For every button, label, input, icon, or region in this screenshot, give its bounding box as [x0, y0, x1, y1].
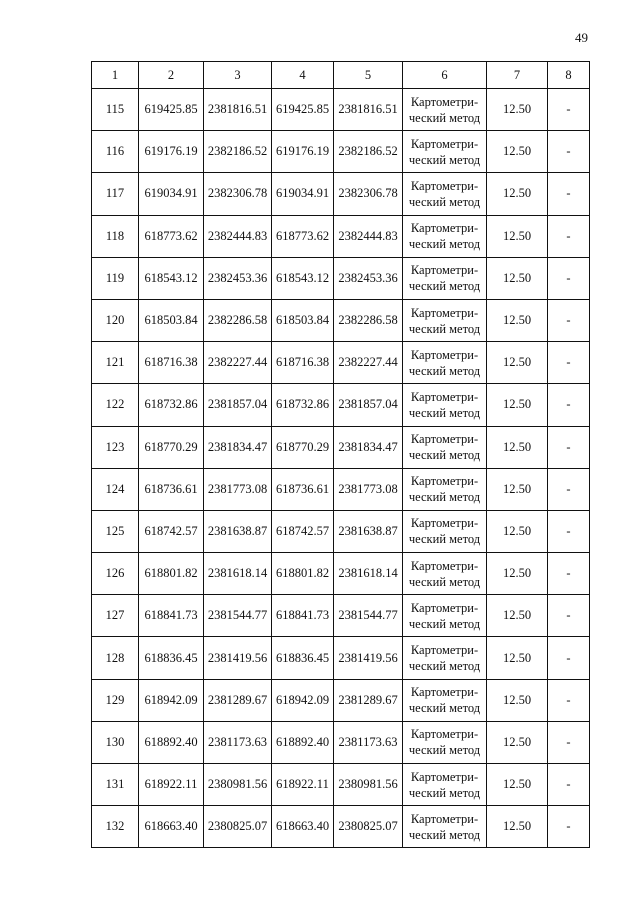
method-cell [403, 299, 487, 341]
table-row [92, 342, 590, 384]
y2-cell: 2381857.04 [334, 384, 403, 426]
method-line-1: Картометри- [410, 221, 479, 236]
note-cell: - [548, 595, 590, 637]
y2-cell: 2381773.08 [334, 468, 403, 510]
method-cell [403, 468, 487, 510]
accuracy-cell: 12.50 [487, 384, 548, 426]
accuracy-cell: 12.50 [487, 131, 548, 173]
accuracy-cell: 12.50 [487, 215, 548, 257]
y1-cell: 2382306.78 [204, 173, 272, 215]
method-line-2: ческий метод [408, 785, 481, 800]
y2-cell: 2381544.77 [334, 595, 403, 637]
y1-cell: 2382286.58 [204, 299, 272, 341]
method-line-1: Картометри- [410, 136, 479, 151]
x1-cell: 619425.85 [139, 89, 204, 131]
point-number-cell: 117 [92, 173, 139, 215]
x1-cell: 619034.91 [139, 173, 204, 215]
method-line-1: Картометри- [410, 685, 479, 700]
point-number-cell: 124 [92, 468, 139, 510]
page-number: 49 [575, 30, 588, 45]
method-cell [403, 384, 487, 426]
method-line-1: Картометри- [410, 643, 479, 658]
y1-cell: 2381857.04 [204, 384, 272, 426]
method-cell [403, 510, 487, 552]
y2-cell: 2382306.78 [334, 173, 403, 215]
method-line-2: ческий метод [408, 743, 481, 758]
y2-cell: 2381419.56 [334, 637, 403, 679]
method-cell [403, 131, 487, 173]
method-cell [403, 637, 487, 679]
method-cell [403, 721, 487, 763]
method-line-1: Картометри- [410, 769, 479, 784]
note-cell: - [548, 384, 590, 426]
x2-cell: 618836.45 [272, 637, 334, 679]
table-row [92, 679, 590, 721]
note-cell: - [548, 131, 590, 173]
method-line-1: Картометри- [410, 516, 479, 531]
point-number-cell: 126 [92, 553, 139, 595]
note-cell: - [548, 764, 590, 806]
y1-cell: 2382186.52 [204, 131, 272, 173]
method-cell [403, 806, 487, 848]
method-line-2: ческий метод [408, 279, 481, 294]
table-row [92, 553, 590, 595]
method-line-1: Картометри- [410, 94, 479, 109]
accuracy-cell: 12.50 [487, 257, 548, 299]
method-line-2: ческий метод [408, 659, 481, 674]
point-number-cell: 121 [92, 342, 139, 384]
x2-cell: 618716.38 [272, 342, 334, 384]
method-cell [403, 89, 487, 131]
x1-cell: 618770.29 [139, 426, 204, 468]
point-number-cell: 120 [92, 299, 139, 341]
table-row [92, 384, 590, 426]
table-row [92, 721, 590, 763]
x2-cell: 618543.12 [272, 257, 334, 299]
note-cell: - [548, 342, 590, 384]
table-row [92, 764, 590, 806]
x2-cell: 618503.84 [272, 299, 334, 341]
x2-cell: 619176.19 [272, 131, 334, 173]
y1-cell: 2381544.77 [204, 595, 272, 637]
accuracy-cell: 12.50 [487, 679, 548, 721]
method-line-2: ческий метод [408, 237, 481, 252]
y2-cell: 2382227.44 [334, 342, 403, 384]
header-cell: 8 [548, 62, 590, 89]
method-cell [403, 215, 487, 257]
point-number-cell: 115 [92, 89, 139, 131]
note-cell: - [548, 426, 590, 468]
x2-cell: 618841.73 [272, 595, 334, 637]
table-row [92, 595, 590, 637]
method-line-2: ческий метод [408, 574, 481, 589]
accuracy-cell: 12.50 [487, 173, 548, 215]
accuracy-cell: 12.50 [487, 342, 548, 384]
x2-cell: 618773.62 [272, 215, 334, 257]
method-line-1: Картометри- [410, 263, 479, 278]
x1-cell: 618732.86 [139, 384, 204, 426]
table-row [92, 468, 590, 510]
x2-cell: 618922.11 [272, 764, 334, 806]
table-row [92, 131, 590, 173]
accuracy-cell: 12.50 [487, 595, 548, 637]
y1-cell: 2381773.08 [204, 468, 272, 510]
point-number-cell: 131 [92, 764, 139, 806]
header-cell: 6 [403, 62, 487, 89]
table-row [92, 637, 590, 679]
x2-cell: 619034.91 [272, 173, 334, 215]
point-number-cell: 123 [92, 426, 139, 468]
method-line-2: ческий метод [408, 448, 481, 463]
method-cell [403, 595, 487, 637]
y1-cell: 2381289.67 [204, 679, 272, 721]
table-row [92, 806, 590, 848]
point-number-cell: 122 [92, 384, 139, 426]
x1-cell: 618543.12 [139, 257, 204, 299]
method-cell [403, 553, 487, 595]
method-line-1: Картометри- [410, 305, 479, 320]
method-line-1: Картометри- [410, 600, 479, 615]
x2-cell: 618736.61 [272, 468, 334, 510]
x1-cell: 618836.45 [139, 637, 204, 679]
note-cell: - [548, 257, 590, 299]
y1-cell: 2382444.83 [204, 215, 272, 257]
accuracy-cell: 12.50 [487, 553, 548, 595]
note-cell: - [548, 468, 590, 510]
x1-cell: 618773.62 [139, 215, 204, 257]
method-line-1: Картометри- [410, 811, 479, 826]
table-row [92, 510, 590, 552]
y1-cell: 2382227.44 [204, 342, 272, 384]
x1-cell: 618801.82 [139, 553, 204, 595]
header-cell: 3 [204, 62, 272, 89]
x2-cell: 619425.85 [272, 89, 334, 131]
x1-cell: 618736.61 [139, 468, 204, 510]
method-line-2: ческий метод [408, 827, 481, 842]
method-line-2: ческий метод [408, 616, 481, 631]
method-line-2: ческий метод [408, 194, 481, 209]
accuracy-cell: 12.50 [487, 510, 548, 552]
header-cell: 2 [139, 62, 204, 89]
table-row [92, 89, 590, 131]
header-cell: 5 [334, 62, 403, 89]
y2-cell: 2382186.52 [334, 131, 403, 173]
point-number-cell: 125 [92, 510, 139, 552]
method-line-1: Картометри- [410, 432, 479, 447]
y1-cell: 2380981.56 [204, 764, 272, 806]
x1-cell: 618663.40 [139, 806, 204, 848]
y1-cell: 2381834.47 [204, 426, 272, 468]
y1-cell: 2380825.07 [204, 806, 272, 848]
x2-cell: 618732.86 [272, 384, 334, 426]
table-row [92, 173, 590, 215]
x2-cell: 618770.29 [272, 426, 334, 468]
point-number-cell: 132 [92, 806, 139, 848]
accuracy-cell: 12.50 [487, 806, 548, 848]
y2-cell: 2382444.83 [334, 215, 403, 257]
table-body [92, 89, 590, 848]
x2-cell: 618892.40 [272, 721, 334, 763]
x2-cell: 618801.82 [272, 553, 334, 595]
note-cell: - [548, 173, 590, 215]
y2-cell: 2381816.51 [334, 89, 403, 131]
y1-cell: 2381638.87 [204, 510, 272, 552]
method-line-2: ческий метод [408, 321, 481, 336]
y2-cell: 2382453.36 [334, 257, 403, 299]
x1-cell: 618922.11 [139, 764, 204, 806]
method-cell [403, 764, 487, 806]
y2-cell: 2381834.47 [334, 426, 403, 468]
method-line-2: ческий метод [408, 110, 481, 125]
accuracy-cell: 12.50 [487, 426, 548, 468]
method-cell [403, 679, 487, 721]
accuracy-cell: 12.50 [487, 468, 548, 510]
x1-cell: 619176.19 [139, 131, 204, 173]
y2-cell: 2380981.56 [334, 764, 403, 806]
accuracy-cell: 12.50 [487, 299, 548, 341]
y1-cell: 2381618.14 [204, 553, 272, 595]
y2-cell: 2381618.14 [334, 553, 403, 595]
header-cell: 4 [272, 62, 334, 89]
point-number-cell: 128 [92, 637, 139, 679]
y2-cell: 2382286.58 [334, 299, 403, 341]
accuracy-cell: 12.50 [487, 721, 548, 763]
accuracy-cell: 12.50 [487, 637, 548, 679]
method-line-1: Картометри- [410, 347, 479, 362]
note-cell: - [548, 215, 590, 257]
table-row [92, 215, 590, 257]
method-line-2: ческий метод [408, 152, 481, 167]
note-cell: - [548, 299, 590, 341]
accuracy-cell: 12.50 [487, 89, 548, 131]
method-cell [403, 173, 487, 215]
x1-cell: 618942.09 [139, 679, 204, 721]
method-line-1: Картометри- [410, 558, 479, 573]
point-number-cell: 127 [92, 595, 139, 637]
method-line-2: ческий метод [408, 532, 481, 547]
note-cell: - [548, 553, 590, 595]
x1-cell: 618716.38 [139, 342, 204, 384]
method-line-1: Картометри- [410, 389, 479, 404]
x2-cell: 618663.40 [272, 806, 334, 848]
method-line-1: Картометри- [410, 727, 479, 742]
note-cell: - [548, 89, 590, 131]
point-number-cell: 116 [92, 131, 139, 173]
x1-cell: 618503.84 [139, 299, 204, 341]
accuracy-cell: 12.50 [487, 764, 548, 806]
table-row [92, 426, 590, 468]
y2-cell: 2381638.87 [334, 510, 403, 552]
point-number-cell: 119 [92, 257, 139, 299]
method-line-2: ческий метод [408, 363, 481, 378]
y2-cell: 2380825.07 [334, 806, 403, 848]
x2-cell: 618742.57 [272, 510, 334, 552]
table-header-row [92, 62, 590, 89]
method-line-1: Картометри- [410, 474, 479, 489]
note-cell: - [548, 637, 590, 679]
y1-cell: 2382453.36 [204, 257, 272, 299]
y2-cell: 2381173.63 [334, 721, 403, 763]
method-line-1: Картометри- [410, 178, 479, 193]
table-row [92, 299, 590, 341]
x2-cell: 618942.09 [272, 679, 334, 721]
point-number-cell: 129 [92, 679, 139, 721]
x1-cell: 618892.40 [139, 721, 204, 763]
method-cell [403, 257, 487, 299]
point-number-cell: 118 [92, 215, 139, 257]
note-cell: - [548, 806, 590, 848]
y1-cell: 2381173.63 [204, 721, 272, 763]
method-cell [403, 342, 487, 384]
note-cell: - [548, 510, 590, 552]
x1-cell: 618841.73 [139, 595, 204, 637]
header-cell: 7 [487, 62, 548, 89]
note-cell: - [548, 679, 590, 721]
y2-cell: 2381289.67 [334, 679, 403, 721]
method-line-2: ческий метод [408, 701, 481, 716]
coordinates-table [91, 61, 590, 848]
header-cell: 1 [92, 62, 139, 89]
table-row [92, 257, 590, 299]
method-cell [403, 426, 487, 468]
y1-cell: 2381816.51 [204, 89, 272, 131]
note-cell: - [548, 721, 590, 763]
method-line-2: ческий метод [408, 490, 481, 505]
method-line-2: ческий метод [408, 405, 481, 420]
y1-cell: 2381419.56 [204, 637, 272, 679]
x1-cell: 618742.57 [139, 510, 204, 552]
point-number-cell: 130 [92, 721, 139, 763]
